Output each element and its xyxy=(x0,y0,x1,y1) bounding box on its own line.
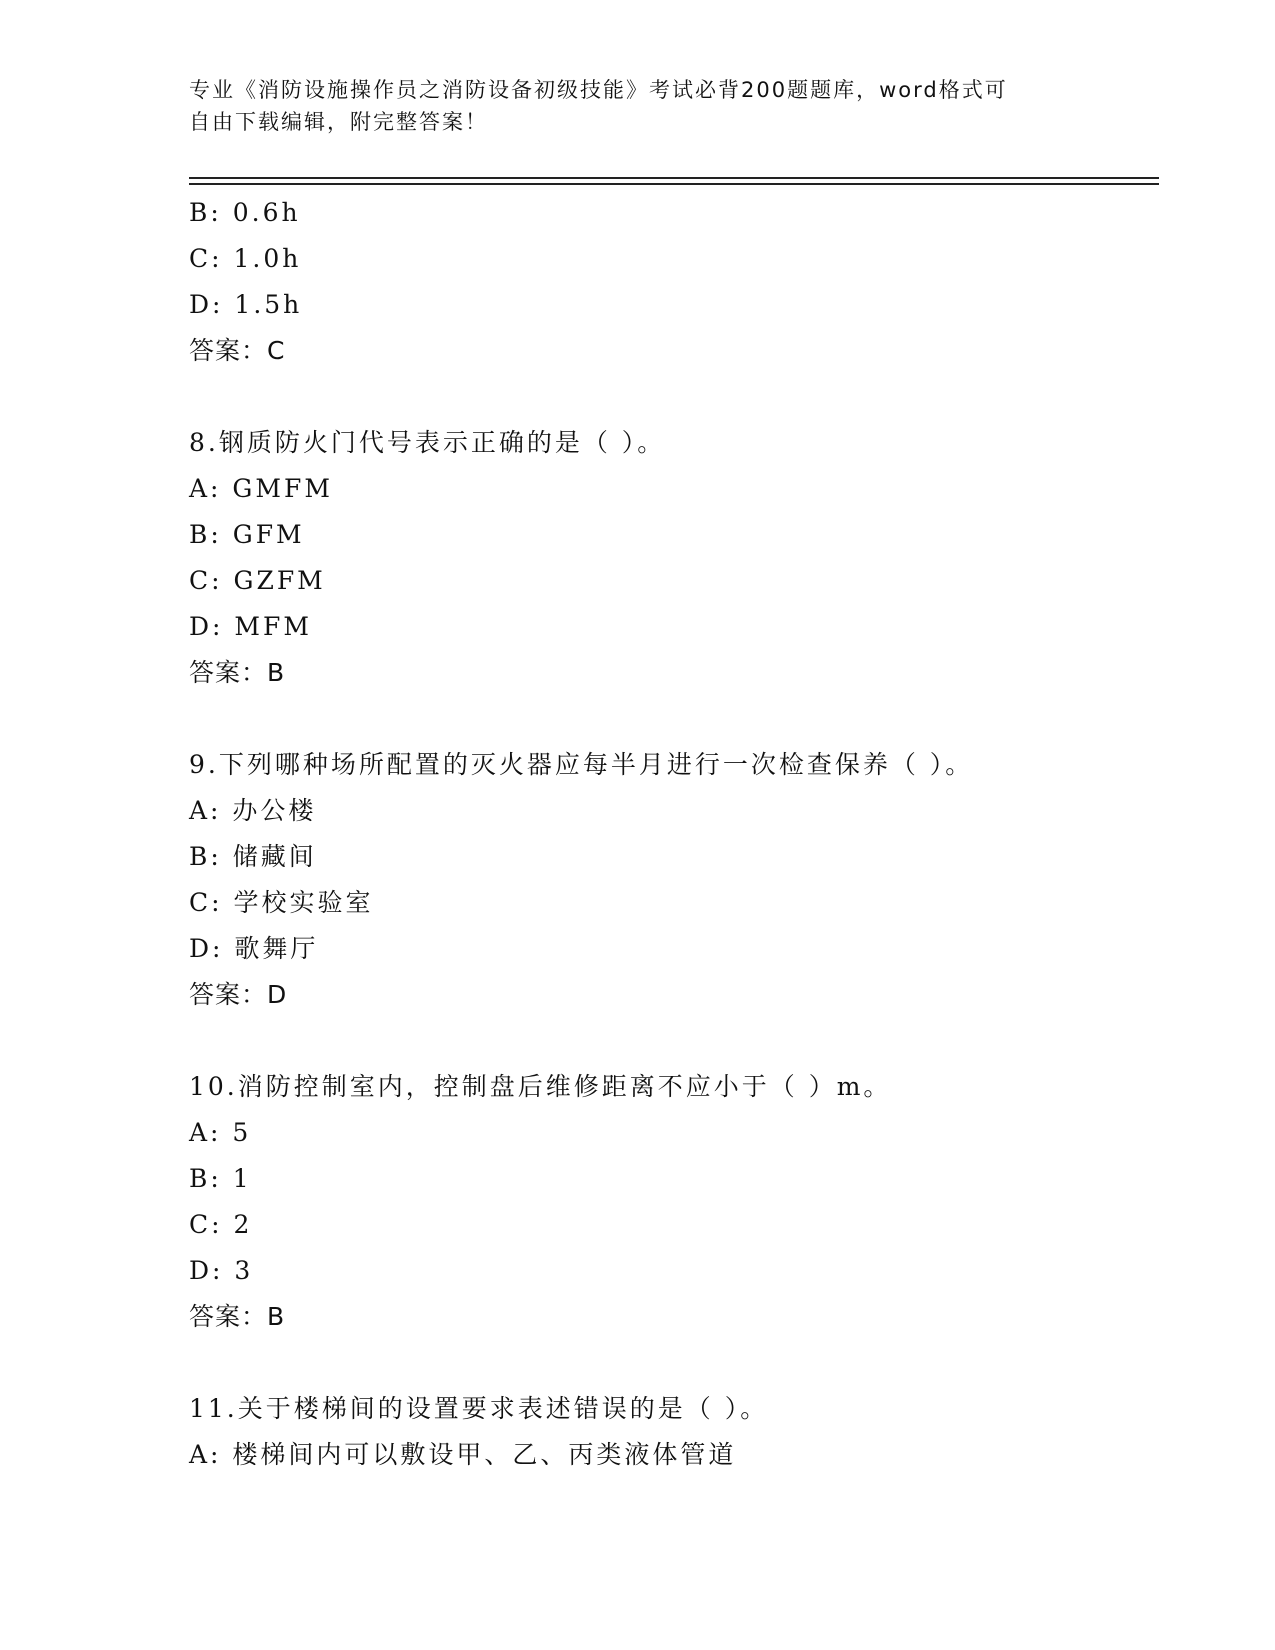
option-c: C: 学校实验室 xyxy=(189,888,374,917)
question-11 xyxy=(189,1386,1159,1478)
spacer xyxy=(189,696,1159,742)
option-c: C: 2 xyxy=(189,1210,253,1239)
header-title-line-2: 自由下载编辑，附完整答案！ xyxy=(189,110,488,134)
spacer xyxy=(189,1018,1159,1064)
spacer xyxy=(189,1340,1159,1386)
option-b: B: GFM xyxy=(189,520,305,549)
option-b: B: 储藏间 xyxy=(189,842,317,871)
header-divider-top xyxy=(189,177,1159,179)
option-c: C: GZFM xyxy=(189,566,326,595)
question-list xyxy=(189,190,1159,1478)
question-stem: 9.下列哪种场所配置的灭火器应每半月进行一次检查保养（ ）。 xyxy=(189,750,974,779)
question-8 xyxy=(189,420,1159,696)
document-header xyxy=(189,74,1089,138)
question-9 xyxy=(189,742,1159,1018)
option-a: A: 楼梯间内可以敷设甲、乙、丙类液体管道 xyxy=(189,1440,737,1469)
header-divider-bottom xyxy=(189,183,1159,185)
option-b: B: 0.6h xyxy=(189,198,301,227)
question-stem: 10.消防控制室内，控制盘后维修距离不应小于（ ）m。 xyxy=(189,1072,892,1101)
question-7-continued xyxy=(189,190,1159,374)
option-c: C: 1.0h xyxy=(189,244,302,273)
answer-line: 答案：D xyxy=(189,980,288,1009)
option-a: A: 办公楼 xyxy=(189,796,317,825)
option-d: D: MFM xyxy=(189,612,312,641)
question-stem: 8.钢质防火门代号表示正确的是（ ）。 xyxy=(189,428,666,457)
header-title-line-1: 专业《消防设施操作员之消防设备初级技能》考试必背200题题库，word格式可 xyxy=(189,78,1008,102)
option-d: D: 1.5h xyxy=(189,290,303,319)
answer-line: 答案：B xyxy=(189,1302,286,1331)
answer-line: 答案：C xyxy=(189,336,286,365)
option-d: D: 3 xyxy=(189,1256,254,1285)
option-b: B: 1 xyxy=(189,1164,252,1193)
question-10 xyxy=(189,1064,1159,1340)
answer-line: 答案：B xyxy=(189,658,286,687)
spacer xyxy=(189,374,1159,420)
option-d: D: 歌舞厅 xyxy=(189,934,319,963)
question-stem: 11.关于楼梯间的设置要求表述错误的是（ ）。 xyxy=(189,1394,769,1423)
option-a: A: GMFM xyxy=(189,474,333,503)
option-a: A: 5 xyxy=(189,1118,252,1147)
